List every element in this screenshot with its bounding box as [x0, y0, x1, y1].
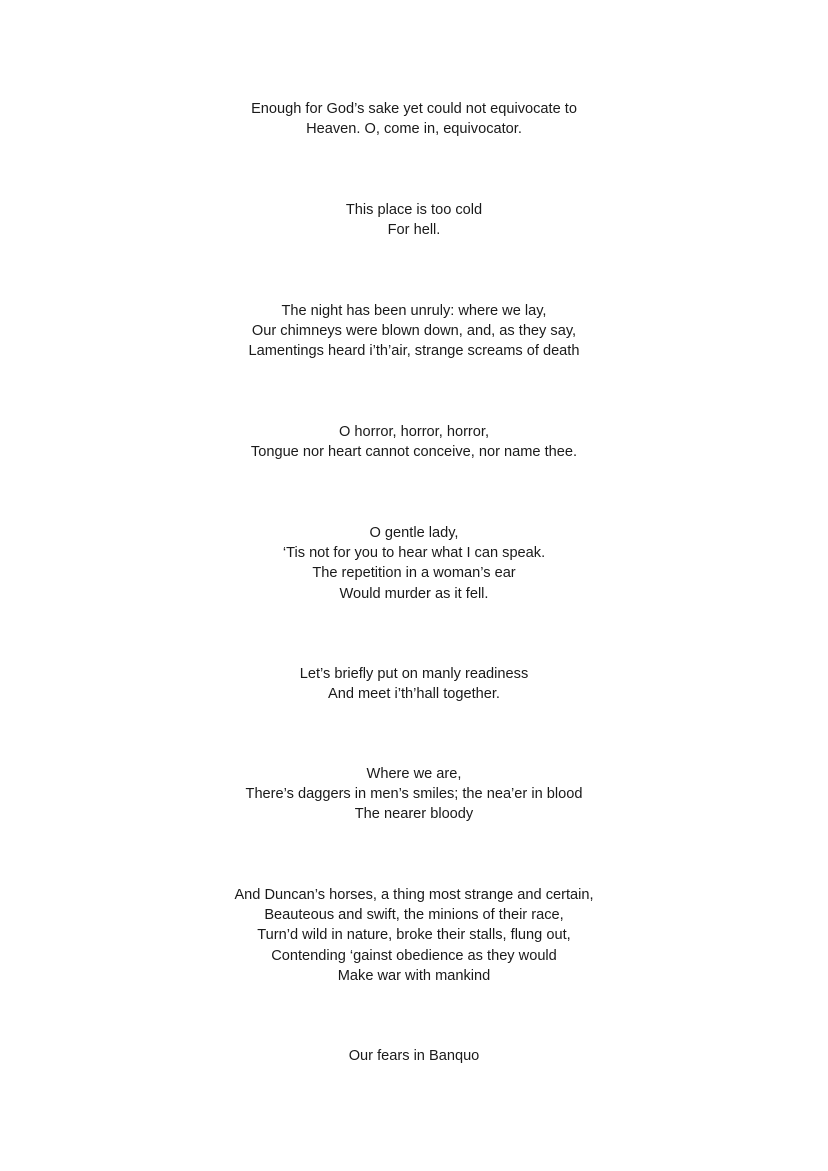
quote-line: The night has been unruly: where we lay,	[281, 303, 547, 319]
quote-line: The repetition in a woman’s ear	[312, 565, 516, 582]
quote-line: For hell.	[387, 222, 441, 239]
quote-line: Heaven. O, come in, equivocator.	[306, 121, 522, 138]
quote-stanza	[0, 200, 828, 240]
quote-line: Would murder as it fell.	[339, 585, 489, 602]
quote-stanza	[0, 764, 828, 825]
quote-stanza	[0, 523, 828, 604]
quote-stanza	[0, 422, 828, 462]
quote-line: Enough for God’s sake yet could not equivocate to	[251, 101, 577, 117]
quote-line: This place is too cold	[345, 202, 483, 218]
quote-line: Turn’d wild in nature, broke their stalls, flung out,	[257, 927, 571, 944]
quote-line: Tongue nor heart cannot conceive, nor name thee.	[250, 444, 578, 461]
quote-stanza	[0, 885, 828, 986]
quote-line: And Duncan’s horses, a thing most strange and certain,	[234, 887, 594, 903]
quote-line: ‘Tis not for you to hear what I can speak.	[282, 545, 546, 562]
quote-line: And meet i’th’hall together.	[328, 686, 500, 703]
quote-stanza	[0, 301, 828, 362]
quote-line: There’s daggers in men’s smiles; the nea’er in blood	[245, 786, 583, 803]
quote-line: Our chimneys were blown down, and, as they say,	[251, 323, 577, 340]
quote-stanza	[0, 99, 828, 139]
quote-stanza	[0, 1046, 828, 1066]
quote-line: O gentle lady,	[369, 525, 459, 541]
quote-line: Our fears in Banquo	[348, 1048, 480, 1064]
quote-line: Let’s briefly put on manly readiness	[299, 666, 529, 682]
quote-line: Contending ‘gainst obedience as they would	[271, 947, 557, 964]
quote-line: Lamentings heard i’th’air, strange screams of death	[248, 343, 580, 360]
quote-line: Beauteous and swift, the minions of their race,	[264, 907, 564, 924]
quote-stanza	[0, 664, 828, 704]
quote-line: O horror, horror, horror,	[338, 424, 490, 440]
quote-line: Where we are,	[366, 766, 462, 782]
quote-line: The nearer bloody	[354, 806, 474, 823]
quote-line: Make war with mankind	[337, 967, 491, 984]
